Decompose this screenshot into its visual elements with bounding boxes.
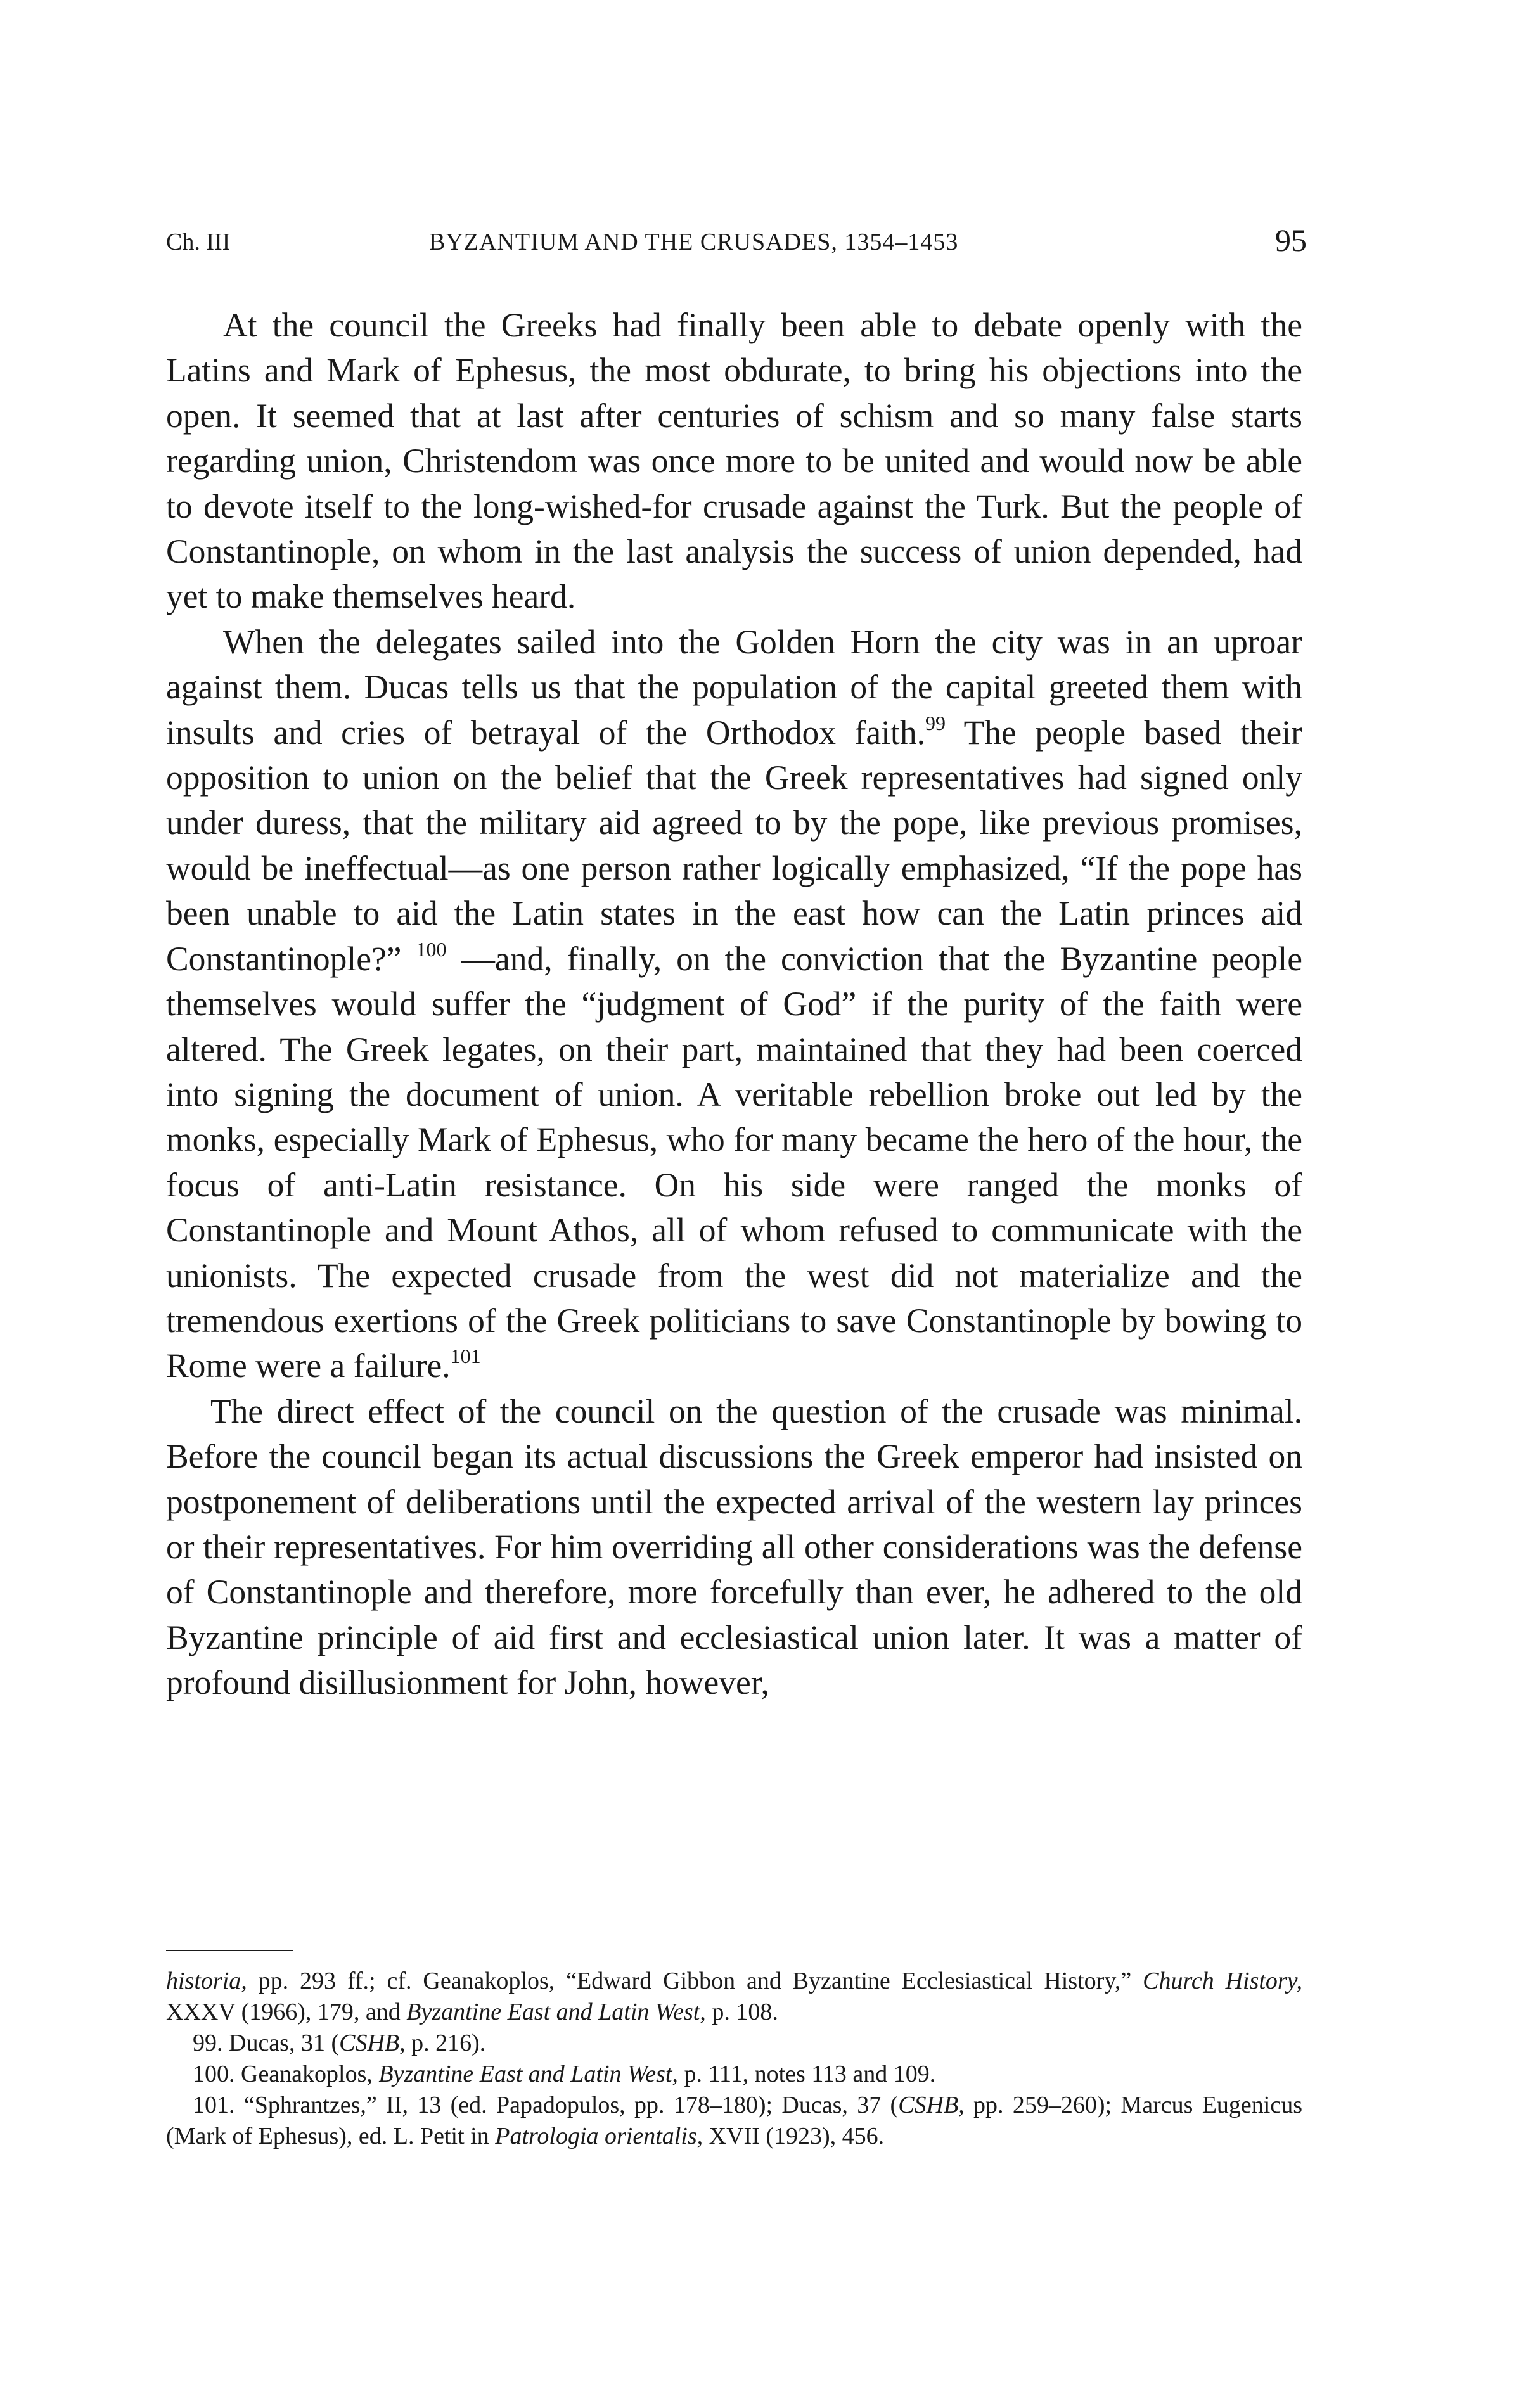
- citation-title: Patrologia orientalis,: [495, 2123, 703, 2149]
- footnote-continuation: [166, 1966, 1302, 2028]
- footnote-text: pp. 293 ff.; cf. Geanakoplos, “Edward Gibbon and Byzantine Ecclesiastical History,”: [247, 1968, 1143, 1994]
- chapter-label: Ch. III: [166, 229, 231, 255]
- footnote-text: p. 216).: [405, 2030, 486, 2056]
- running-header: [166, 222, 1307, 260]
- paragraph-text: —and, finally, on the conviction that the Byzantine people themselves would suffer the “judgment of God” if the purity of the faith were altered. The Greek legates, on their part, maintained that they had been coerced into signing the document of union. A veritable rebellion broke out led by the monks, especially Mark of Ephesus, who for many became the hero of the hour, the focus of anti-Latin resistance. On his side were ranged the monks of Constantinople and Mount Athos, all of whom refused to communicate with the unionists. The expected crusade from the west did not materialize and the tremendous exertions of the Greek politicians to save Constantinople by bowing to Rome were a failure.: [166, 939, 1302, 1385]
- footnote-ref-99: 99: [925, 711, 946, 734]
- paragraph-golden-horn-uproar: [166, 620, 1302, 1389]
- footnote-text: p. 108.: [705, 1999, 778, 2025]
- footnote-text: XXXV (1966), 179, and: [166, 1999, 407, 2025]
- footnote-divider: [166, 1950, 293, 1951]
- footnotes: [166, 1966, 1302, 2152]
- footnote-text: pp. 259–260); Marcus Eugenicus (Mark of Ephesus), ed. L. Petit in: [166, 2092, 1302, 2149]
- footnote-text: p. 111, notes 113 and 109.: [677, 2061, 936, 2087]
- paragraph-text: The people based their opposition to union on the belief that the Greek representatives had signed only under duress, that the military aid agreed to by the pope, like previous promises, would be ineffectual—as one person rather logically emphasized, “If the pope has been unable to aid the Latin states in the east how can the Latin princes aid Constantinople?”: [166, 713, 1302, 978]
- citation-title: historia,: [166, 1968, 247, 1994]
- citation-title: CSHB,: [898, 2092, 965, 2118]
- footnote-99: [166, 2028, 1302, 2059]
- page-number: 95: [1275, 222, 1307, 258]
- citation-title: CSHB,: [339, 2030, 406, 2056]
- running-title: BYZANTIUM AND THE CRUSADES, 1354–1453: [429, 229, 959, 255]
- footnote-100: [166, 2059, 1302, 2090]
- footnote-ref-100: 100: [416, 937, 447, 961]
- main-text: [166, 303, 1302, 1706]
- citation-title: Byzantine East and Latin West,: [406, 1999, 706, 2025]
- paragraph-council-effect: The direct effect of the council on the question of the crusade was minimal. Before the council began its actual discussions the Greek emperor had insisted on postponement of deliberations until the expected arrival of the western lay princes or their representatives. For him overriding all other considerations was the defense of Constantinople and therefore, more forcefully than ever, he adhered to the old Byzantine principle of aid first and ecclesiastical union later. It was a matter of profound disillusionment for John, however,: [166, 1392, 1302, 1702]
- citation-title: Byzantine East and Latin West,: [378, 2061, 678, 2087]
- footnote-text: 101. “Sphrantzes,” II, 13 (ed. Papadopulos, pp. 178–180); Ducas, 37 (: [193, 2092, 899, 2118]
- paragraph-council-debate: At the council the Greeks had finally been able to debate openly with the Latins and Mark of Ephesus, the most obdurate, to bring his objections into the open. It seemed that at last after centuries of schism and so many false starts regarding union, Christendom was once more to be united and would now be able to devote itself to the long-wished-for crusade against the Turk. But the people of Constantinople, on whom in the last analysis the success of union depended, had yet to make themselves heard.: [166, 306, 1302, 616]
- footnote-101: [166, 2090, 1302, 2152]
- citation-title: Church History,: [1143, 1968, 1302, 1994]
- footnote-ref-101: 101: [450, 1345, 481, 1368]
- footnote-text: 99. Ducas, 31 (: [193, 2030, 340, 2056]
- footnote-text: 100. Geanakoplos,: [193, 2061, 379, 2087]
- footnote-text: XVII (1923), 456.: [703, 2123, 885, 2149]
- paragraph-text: When the delegates sailed into the Golden Horn the city was in an uproar against them. Ducas tells us that the population of the capital greeted them with insults and cries of betrayal of the Orthodox faith.: [166, 622, 1302, 752]
